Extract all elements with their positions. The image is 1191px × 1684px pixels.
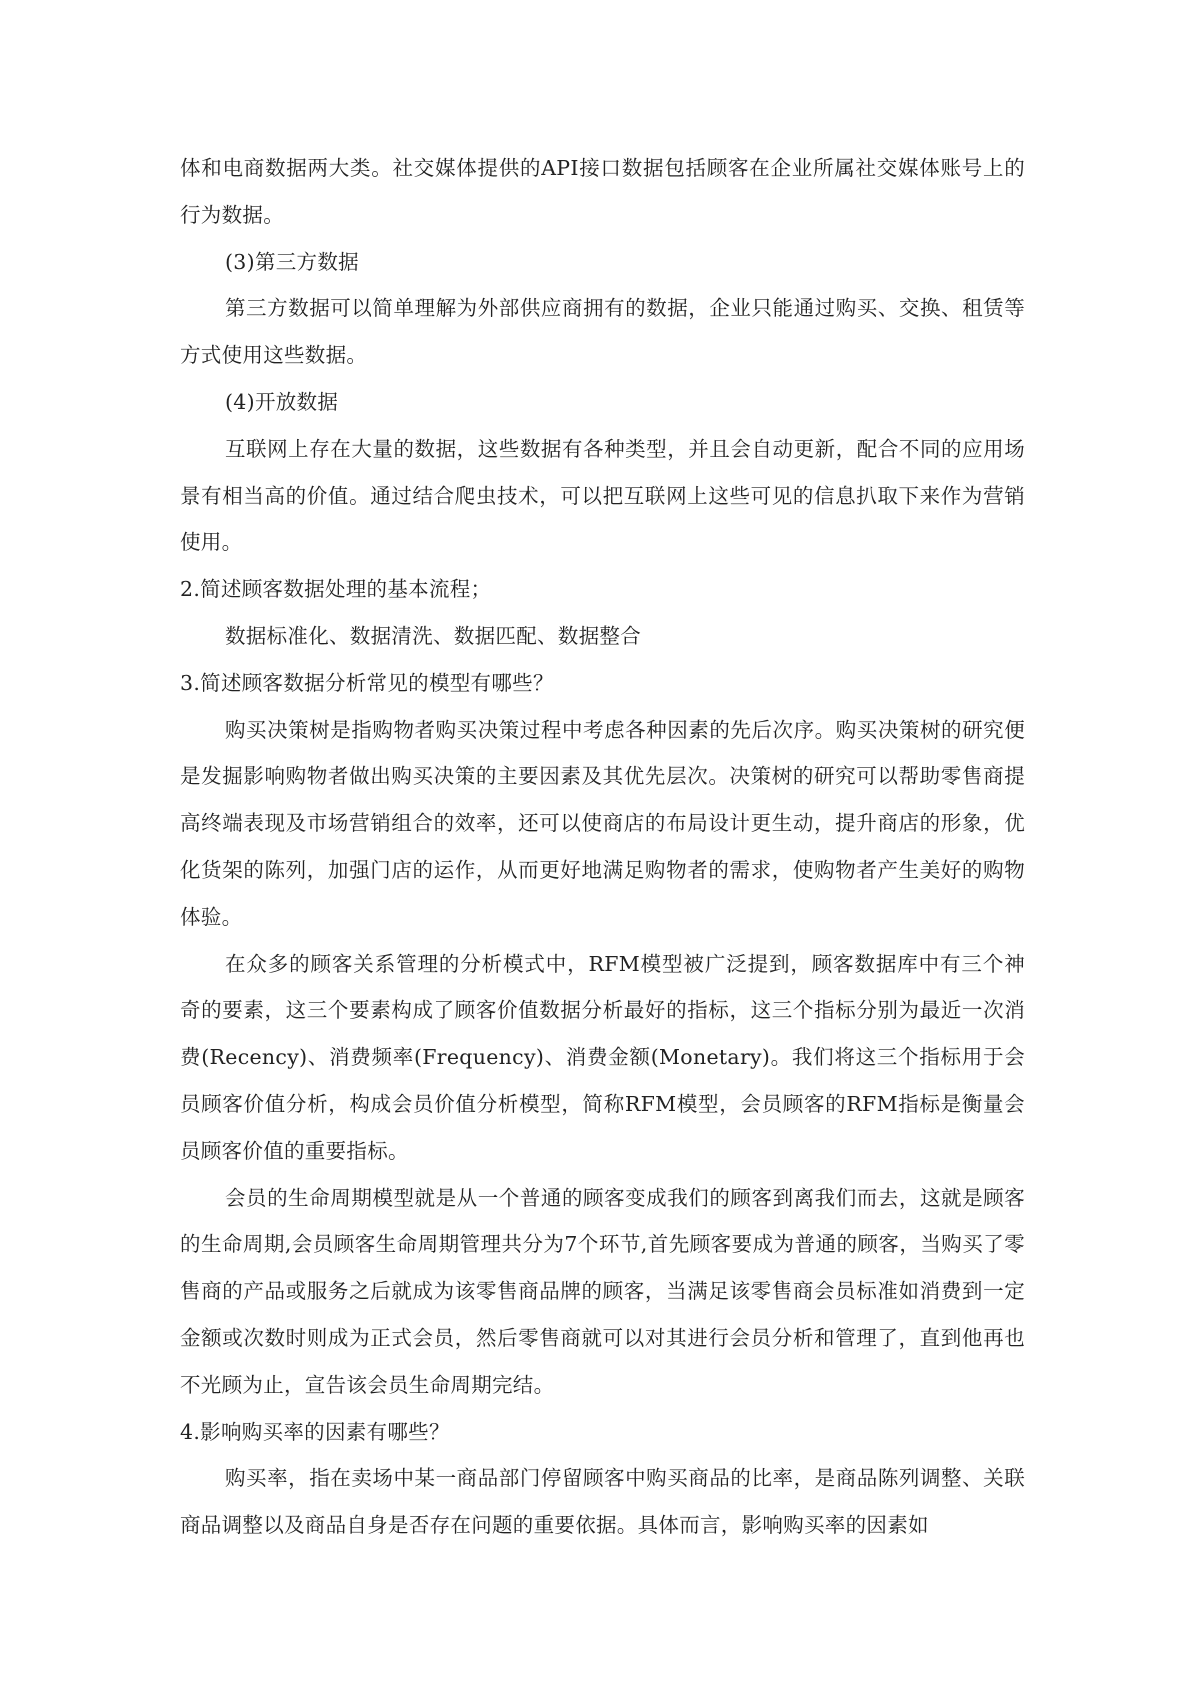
paragraph-lifecycle-model: 会员的生命周期模型就是从一个普通的顾客变成我们的顾客到离我们而去，这就是顾客的生命周期,会员顾客生命周期管理共分为7个环节,首先顾客要成为普通的顾客，当购买了零售商的产品或服务之后就成为该零售商品牌的顾客，当满足该零售商会员标准如消费到一定金额或次数时则成为正式会员，然后零售商就可以对其进行会员分析和管理了，直到他再也不光顾为止，宣告该会员生命周期完结。 [180, 1185, 1025, 1397]
paragraph-rfm-model: 在众多的顾客关系管理的分析模式中，RFM模型被广泛提到，顾客数据库中有三个神奇的要素，这三个要素构成了顾客价值数据分析最好的指标，这三个指标分别为最近一次消费(Recency)、消费频率(Frequency)、消费金额(Monetary)。我们将这三个指标用于会员顾客价值分析，构成会员价值分析模型，简称RFM模型，会员顾客的RFM指标是衡量会员顾客价值的重要指标。 [180, 951, 1025, 1163]
paragraph-third-party-data: 第三方数据可以简单理解为外部供应商拥有的数据，企业只能通过购买、交换、租赁等方式使用这些数据。 [180, 296, 1025, 368]
question-3: 3.简述顾客数据分析常见的模型有哪些？ [180, 670, 554, 695]
heading-open-data: (4)开放数据 [225, 389, 339, 414]
paragraph-decision-tree: 购买决策树是指购物者购买决策过程中考虑各种因素的先后次序。购买决策树的研究便是发掘影响购物者做出购买决策的主要因素及其优先层次。决策树的研究可以帮助零售商提高终端表现及市场营销组合的效率，还可以使商店的布局设计更生动，提升商店的形象，优化货架的陈列，加强门店的运作，从而更好地满足购物者的需求，使购物者产生美好的购物体验。 [180, 717, 1025, 929]
paragraph-social-media-data: 体和电商数据两大类。社交媒体提供的API接口数据包括顾客在企业所属社交媒体账号上的行为数据。 [180, 156, 1025, 227]
heading-third-party-data: (3)第三方数据 [225, 249, 359, 274]
question-2: 2.简述顾客数据处理的基本流程； [180, 577, 492, 602]
question-4: 4.影响购买率的因素有哪些？ [180, 1419, 450, 1444]
paragraph-open-data: 互联网上存在大量的数据，这些数据有各种类型，并且会自动更新，配合不同的应用场景有相当高的价值。通过结合爬虫技术，可以把互联网上这些可见的信息扒取下来作为营销使用。 [180, 436, 1025, 555]
document-body [180, 145, 1025, 1549]
answer-2: 数据标准化、数据清洗、数据匹配、数据整合 [225, 623, 641, 648]
paragraph-purchase-rate: 购买率，指在卖场中某一商品部门停留顾客中购买商品的比率，是商品陈列调整、关联商品调整以及商品自身是否存在问题的重要依据。具体而言，影响购买率的因素如 [180, 1466, 1025, 1538]
